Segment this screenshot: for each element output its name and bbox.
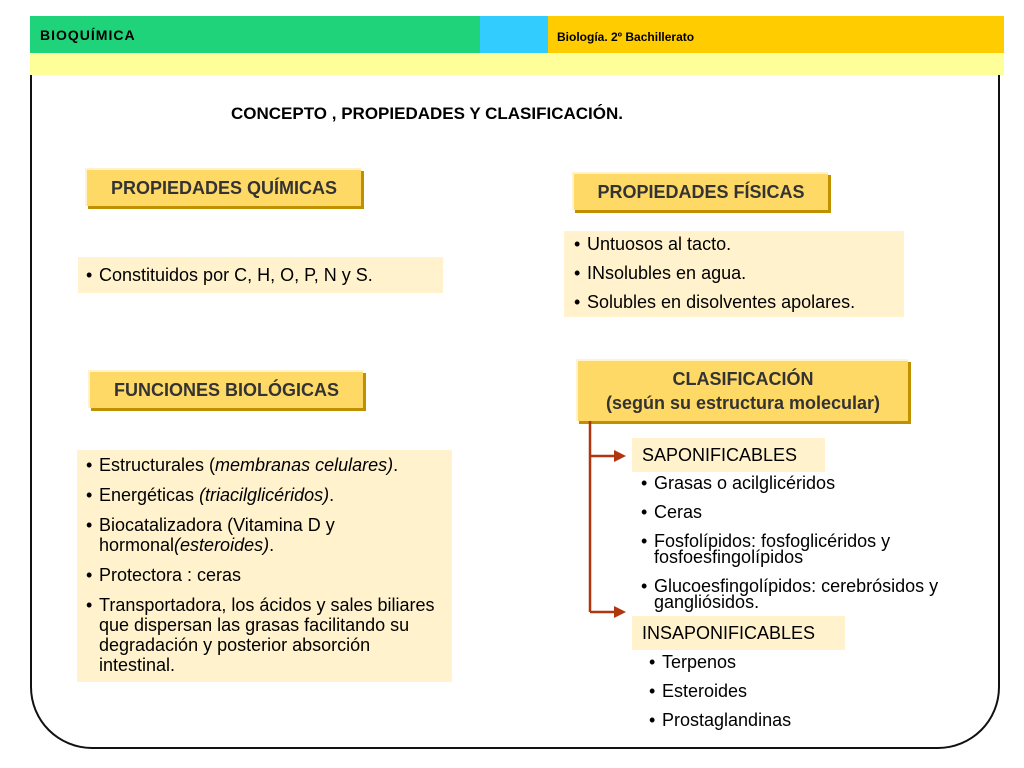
insaponificables-label-box bbox=[632, 616, 845, 650]
header-title: BIOQUÍMICA bbox=[40, 27, 136, 43]
item-text: Energéticas bbox=[99, 485, 200, 505]
item-text: Transportadora, los ácidos y sales biliares que dispersan las grasas facilitando su degradación y posterior absorción intestinal. bbox=[99, 595, 435, 675]
arrow-head-insaponificables bbox=[614, 606, 626, 618]
heading-label: FUNCIONES BIOLÓGICAS bbox=[113, 380, 339, 400]
item-emphasis: (esteroides) bbox=[174, 535, 270, 555]
page-title: CONCEPTO , PROPIEDADES Y CLASIFICACIÓN. bbox=[231, 104, 624, 123]
arrow-head-saponificables bbox=[614, 450, 626, 462]
heading-label: PROPIEDADES QUÍMICAS bbox=[110, 178, 338, 198]
list-item: • Constituidos por C, H, O, P, N y S. bbox=[86, 265, 443, 286]
heading-label-line2: (según su estructura molecular) bbox=[605, 393, 881, 413]
list-item: • Ceras bbox=[641, 504, 981, 520]
item-text: Protectora : ceras bbox=[99, 565, 242, 585]
item-text: Biocatalizadora (Vitamina D y hormonal bbox=[99, 515, 335, 555]
item-suffix: . bbox=[393, 455, 399, 475]
list-item: • Glucoesfingolípidos: cerebrósidos y gangliósidos. bbox=[641, 578, 981, 610]
saponificables-label-box bbox=[632, 438, 825, 472]
header-subtitle: Biología. 2º Bachillerato bbox=[557, 30, 695, 44]
item-suffix: . bbox=[269, 535, 275, 555]
list-item: • Untuosos al tacto. bbox=[574, 234, 904, 255]
heading-label: PROPIEDADES FÍSICAS bbox=[597, 182, 805, 202]
item-text: Estructurales ( bbox=[99, 455, 216, 475]
insaponificables-label: INSAPONIFICABLES bbox=[642, 623, 816, 643]
saponificables-label: SAPONIFICABLES bbox=[642, 445, 798, 465]
list-item: • Fosfolípidos: fosfoglicéridos y fosfoesfingolípidos bbox=[641, 533, 981, 565]
list-item: • Esteroides bbox=[649, 681, 869, 701]
list-item: • INsolubles en agua. bbox=[574, 263, 904, 284]
heading-label-line1: CLASIFICACIÓN bbox=[672, 369, 814, 389]
list-item: • Solubles en disolventes apolares. bbox=[574, 292, 904, 313]
item-emphasis: membranas celulares) bbox=[215, 455, 394, 475]
list-item: • Terpenos bbox=[649, 652, 869, 672]
item-emphasis: (triacilglicéridos) bbox=[199, 485, 330, 505]
list-item: • Grasas o acilglicéridos bbox=[641, 475, 981, 491]
insaponificables-list bbox=[649, 652, 869, 730]
item-suffix: . bbox=[329, 485, 335, 505]
list-item: • Prostaglandinas bbox=[649, 710, 869, 730]
saponificables-list bbox=[641, 475, 981, 610]
